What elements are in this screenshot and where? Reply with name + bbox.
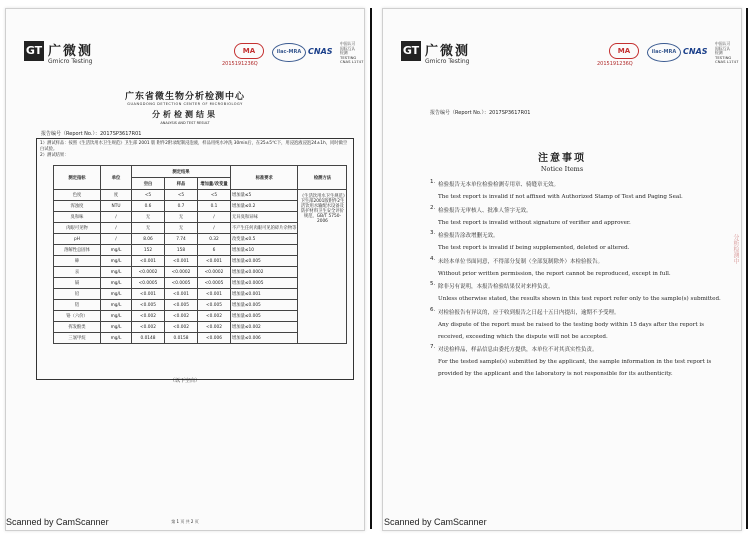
cell-unit: / [101, 234, 132, 245]
cell-blank: 无 [132, 223, 165, 234]
cell-sample: <0.002 [165, 311, 198, 322]
page-divider [370, 8, 372, 529]
notice-item [430, 306, 728, 343]
notice-item [430, 204, 728, 229]
col-indicator: 测定指标 [54, 166, 101, 190]
report-title-cn: 分析检测结果 [152, 110, 218, 119]
cell-indicator: 溶解性总固体 [54, 245, 101, 256]
cell-standard: 增加量≤0.0005 [231, 278, 298, 289]
cell-unit: mg/L [101, 333, 132, 344]
table-header-row [54, 166, 347, 178]
notice-text-en: The test report is invalid if being supplemented, deleted or altered. [438, 245, 630, 251]
cert-number: 2015191236Q [597, 61, 633, 67]
cell-change: <0.005 [198, 300, 231, 311]
cell-unit: NTU [101, 201, 132, 212]
cell-blank: <0.001 [132, 256, 165, 267]
cell-indicator: 汞 [54, 267, 101, 278]
notice-text-en: Without prior written permission, the report cannot be reproduced, except in full. [438, 270, 671, 277]
notice-number: 4. [430, 255, 436, 262]
cell-standard: 增加量≤0.005 [231, 311, 298, 322]
report-page-1 [5, 8, 365, 531]
cell-sample: 158 [165, 245, 198, 256]
notice-number: 5. [430, 281, 436, 287]
cell-standard: 无异臭和异味 [231, 212, 298, 223]
cell-indicator: 铅 [54, 289, 101, 300]
table-row [54, 190, 347, 201]
notice-title-en: Notice Items [540, 165, 584, 173]
cell-unit: mg/L [101, 256, 132, 267]
cell-sample: 0.0158 [165, 333, 198, 344]
cell-indicator: 臭和味 [54, 212, 101, 223]
brand-name-en: Gmicro Testing [425, 58, 470, 65]
notice-number: 2. [430, 204, 436, 211]
cell-unit: / [101, 212, 132, 223]
notice-text-cn: 对送检样品，样品信息由委托方提供，本单位不对其真实性负责。 [438, 347, 598, 353]
blank-note: （以下空白） [169, 378, 200, 384]
notice-text-cn: 检验报告无本单位检验检测专用章、骑缝章无效。 [438, 182, 560, 188]
cell-sample: 无 [165, 223, 198, 234]
cell-change: / [198, 212, 231, 223]
cell-indicator: 三氯甲烷 [54, 333, 101, 344]
cma-seal-icon: MA [234, 43, 264, 59]
cell-indicator: 铝 [54, 300, 101, 311]
report-number: 报告编号（Report No.）：2017SP3617R01 [430, 110, 531, 116]
cnas-caption: 中国认可 国际互认 检测 TESTING CNAS L1747 [340, 41, 364, 65]
cell-unit: 度 [101, 190, 132, 201]
cell-blank: 无 [132, 212, 165, 223]
cell-blank: 152 [132, 245, 165, 256]
cell-sample: <0.005 [165, 300, 198, 311]
cell-unit: mg/L [101, 289, 132, 300]
cell-unit: mg/L [101, 300, 132, 311]
gmicro-logo-icon: GT [24, 41, 44, 61]
notice-text-cn: 对检验报告有异议的，应于收到报告之日起十五日内提出，逾期不予受理。 [438, 309, 620, 316]
cell-standard: 不产生任何肉眼可见的碎片杂物等 [231, 223, 298, 234]
cell-change: <0.001 [198, 289, 231, 300]
cell-sample: <0.001 [165, 256, 198, 267]
cell-standard: 增加量≤0.002 [231, 322, 298, 333]
cell-standard: 增加量≤0.006 [231, 333, 298, 344]
brand-name-en: Gmicro Testing [48, 58, 93, 65]
cell-unit: mg/L [101, 311, 132, 322]
cell-indicator: 挥发酚类 [54, 322, 101, 333]
cell-blank: <0.001 [132, 289, 165, 300]
notice-number: 3. [430, 230, 436, 236]
cell-blank: <0.002 [132, 311, 165, 322]
notice-item [430, 281, 728, 305]
cell-sample: <0.0002 [165, 267, 198, 278]
cell-change: <0.0005 [198, 278, 231, 289]
notice-number: 7. [430, 344, 436, 350]
notice-text-en: The test report is invalid if not affixed with Authorized Stamp of Test and Paging Seal. [438, 194, 683, 200]
col-result: 测定结果 [132, 166, 231, 178]
cell-sample: <5 [165, 190, 198, 201]
col-unit: 单位 [101, 166, 132, 190]
cnas-logo-icon: CNAS [308, 47, 333, 56]
col-blank: 空白 [132, 178, 165, 190]
notice-number: 6. [430, 306, 436, 313]
results-box [36, 138, 354, 380]
cell-indicator: pH [54, 234, 101, 245]
cnas-logo-icon: CNAS [683, 47, 708, 56]
cell-sample: <0.0005 [165, 278, 198, 289]
cell-standard: 增加量≤0.0002 [231, 267, 298, 278]
cell-change: 6 [198, 245, 231, 256]
cell-blank: <5 [132, 190, 165, 201]
cell-indicator: 色度 [54, 190, 101, 201]
cell-indicator: 铬（六价） [54, 311, 101, 322]
cell-unit: mg/L [101, 322, 132, 333]
cell-sample: <0.001 [165, 289, 198, 300]
cell-unit: mg/L [101, 267, 132, 278]
brand-name-cn: 广微测 [48, 44, 94, 59]
cell-indicator: 浑浊度 [54, 201, 101, 212]
col-sample: 样品 [165, 178, 198, 190]
cell-indicator: 镉 [54, 278, 101, 289]
cell-blank: <0.0002 [132, 267, 165, 278]
cell-change: 0.1 [198, 201, 231, 212]
notice-text-en: Unless otherwise stated, the results shown in this test report refer only to the sample(s) submitted. [438, 296, 721, 302]
cell-unit: mg/L [101, 245, 132, 256]
cell-blank: 0.0148 [132, 333, 165, 344]
cell-sample: <0.002 [165, 322, 198, 333]
page-edge [746, 8, 748, 529]
cell-unit: / [101, 223, 132, 234]
cell-method: 《生活饮用水卫生规范》卫生部2001版附件2生活饮用水输配水设备及防护材料卫生安全评价规范、GB/T 5750-2006 [298, 190, 347, 344]
cell-standard: 增加量≤0.005 [231, 256, 298, 267]
notice-item [430, 230, 728, 254]
col-method: 检测方法 [298, 166, 347, 190]
report-page-2 [382, 8, 742, 531]
cell-blank: <0.005 [132, 300, 165, 311]
cell-blank: <0.0005 [132, 278, 165, 289]
cell-blank: 8.06 [132, 234, 165, 245]
cell-blank: <0.002 [132, 322, 165, 333]
cell-standard: 增加量≤10 [231, 245, 298, 256]
results-table [53, 165, 347, 344]
brand-name-cn: 广微测 [425, 44, 471, 59]
cell-change: <0.002 [198, 322, 231, 333]
notice-text-en: Any dispute of the report must be raised to the testing body within 15 days after the report is received, exceeding which the dispute will not be accepted. [438, 321, 705, 340]
cell-change: / [198, 223, 231, 234]
cell-change: 0.32 [198, 234, 231, 245]
cell-blank: 0.6 [132, 201, 165, 212]
notice-text-cn: 检验报告涂改增删无效。 [438, 233, 499, 239]
page-footer-mark: 第 1 页 共 2 页 [171, 519, 199, 524]
notice-text-en: The test report is invalid without signature of verifier and approver. [438, 219, 631, 226]
notice-item [430, 179, 728, 203]
cert-number: 2015191236Q [222, 61, 258, 67]
cell-change: <0.0002 [198, 267, 231, 278]
col-change: 增加量/改变量 [198, 178, 231, 190]
red-stamp: 分析检测中 [732, 234, 739, 264]
cell-standard: 增加量≤0.005 [231, 300, 298, 311]
notice-item [430, 255, 728, 280]
ilac-mra-icon: ilac-MRA [272, 43, 306, 62]
test-conditions: 1）测试样品：按照《生活饮用水卫生规范》卫生部 2001 版 附件2附录配制浸泡液，样品用纯水冲洗 30min后，在25±5℃下，用浸泡液浸泡24±1h，同时做空白试验。 2）测试结果： [40, 141, 348, 158]
cell-sample: 无 [165, 212, 198, 223]
cell-unit: mg/L [101, 278, 132, 289]
lab-title-cn: 广东省微生物分析检测中心 [124, 92, 245, 102]
cell-standard: 增加量≤0.001 [231, 289, 298, 300]
cell-standard: 改变量≤0.5 [231, 234, 298, 245]
notice-item [430, 344, 728, 380]
cell-sample: 7.74 [165, 234, 198, 245]
cell-change: <0.002 [198, 311, 231, 322]
cell-standard: 增加量≤5 [231, 190, 298, 201]
scanner-label: Scanned by CamScanner [6, 517, 109, 527]
cell-change: <5 [198, 190, 231, 201]
cell-indicator: 肉眼可见物 [54, 223, 101, 234]
scanner-label: Scanned by CamScanner [384, 517, 487, 527]
cell-sample: 0.7 [165, 201, 198, 212]
cell-change: <0.001 [198, 256, 231, 267]
notice-text-cn: 除非另有说明，本报告检验结果仅对来样负责。 [438, 284, 554, 290]
notice-title-cn: 注意事项 [538, 153, 586, 164]
notice-list [430, 179, 728, 382]
cell-indicator: 砷 [54, 256, 101, 267]
cell-standard: 增加量≤0.2 [231, 201, 298, 212]
col-standard: 标准要求 [231, 166, 298, 190]
notice-number: 1. [430, 179, 436, 185]
lab-title-en: GUANGDONG DETECTION CENTER OF MICROBIOLOGY [127, 102, 243, 106]
report-number: 报告编号（Report No.）：2017SP3617R01 [41, 131, 142, 137]
notice-text-cn: 检验报告无审核人、批准人签字无效。 [438, 207, 532, 214]
ilac-mra-icon: ilac-MRA [647, 43, 681, 62]
gmicro-logo-icon: GT [401, 41, 421, 61]
report-title-en: ANALYSIS AND TEST RESULT [160, 121, 210, 125]
cma-seal-icon: MA [609, 43, 639, 59]
notice-text-cn: 未经本单位书面同意，不得部分复制（全部复制除外）本检验报告。 [438, 258, 604, 265]
cell-change: <0.006 [198, 333, 231, 344]
cnas-caption: 中国认可 国际互认 检测 TESTING CNAS L1747 [715, 41, 739, 65]
notice-text-en: For the tested sample(s) submitted by the applicant, the sample information in the test report is provided by the applicant and the laboratory is not responsible for its authenticity. [438, 359, 712, 377]
